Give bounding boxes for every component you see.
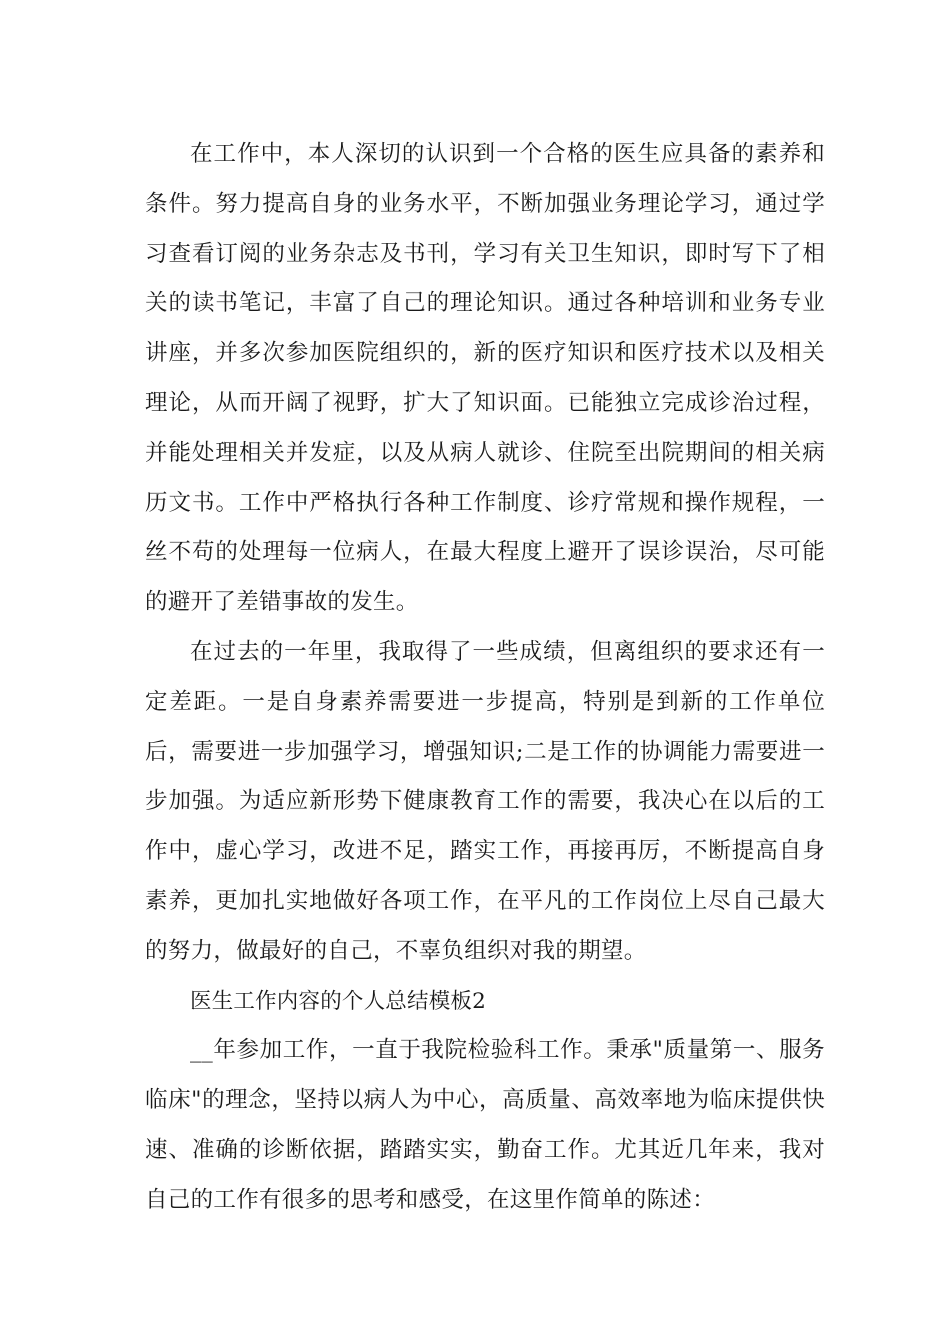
paragraph-3: __年参加工作，一直于我院检验科工作。秉承"质量第一、服务临床"的理念，坚持以病人为中心，高质量、高效率地为临床提供快速、准确的诊断依据，踏踏实实，勤奋工作。尤其近几年来，我对自己的工作有很多的思考和感受，在这里作简单的陈述：	[145, 1037, 825, 1213]
document-body	[145, 130, 825, 1226]
paragraph-2: 在过去的一年里，我取得了一些成绩，但离组织的要求还有一定差距。一是自身素养需要进一步提高，特别是到新的工作单位后，需要进一步加强学习，增强知识;二是工作的协调能力需要进一步加强。为适应新形势下健康教育工作的需要，我决心在以后的工作中，虚心学习，改进不足，踏实工作，再接再厉，不断提高自身素养，更加扎实地做好各项工作，在平凡的工作岗位上尽自己最大的努力，做最好的自己，不辜负组织对我的期望。	[145, 638, 825, 964]
paragraph-1: 在工作中，本人深切的认识到一个合格的医生应具备的素养和条件。努力提高自身的业务水平，不断加强业务理论学习，通过学习查看订阅的业务杂志及书刊，学习有关卫生知识，即时写下了相关的读书笔记，丰富了自己的理论知识。通过各种培训和业务专业讲座，并多次参加医院组织的，新的医疗知识和医疗技术以及相关理论，从而开阔了视野，扩大了知识面。已能独立完成诊治过程，并能处理相关并发症，以及从病人就诊、住院至出院期间的相关病历文书。工作中严格执行各种工作制度、诊疗常规和操作规程，一丝不苟的处理每一位病人，在最大程度上避开了误诊误治，尽可能的避开了差错事故的发生。	[145, 141, 825, 616]
section-title: 医生工作内容的个人总结模板2	[190, 988, 486, 1014]
